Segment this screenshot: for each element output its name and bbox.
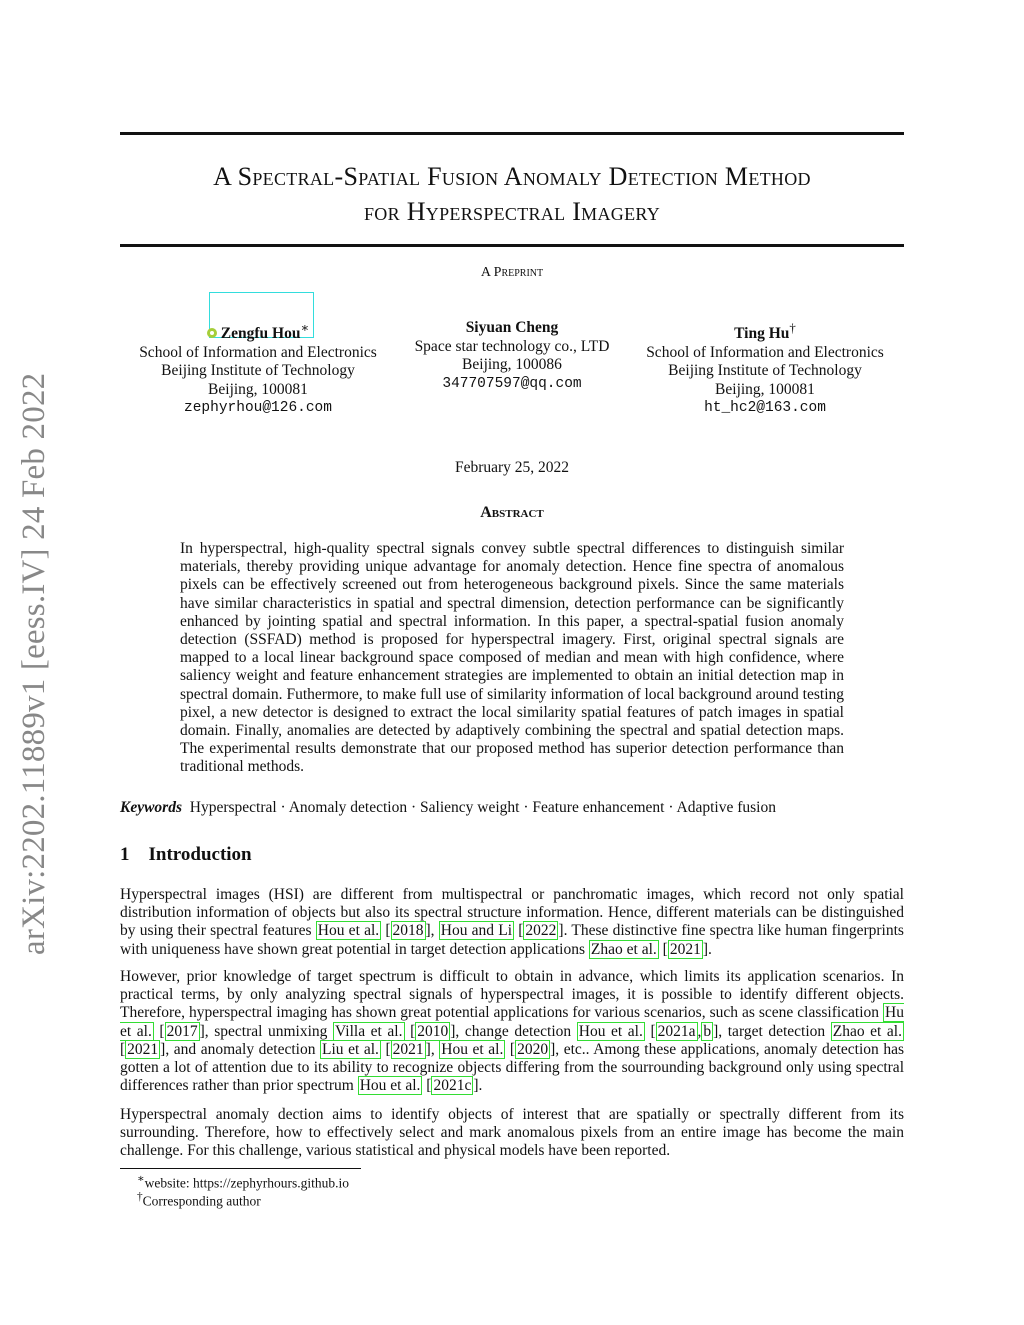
footnote-1 bbox=[137, 1172, 349, 1192]
paper-title-line2: for Hyperspectral Imagery bbox=[364, 197, 660, 226]
preprint-label: A Preprint bbox=[480, 265, 544, 280]
paper-title-line1: A Spectral-Spatial Fusion Anomaly Detection Method bbox=[213, 162, 811, 191]
para-text: , etc.. Among these applications, anomaly detection has gotten a lot of attention due to its ability to recognize objects differing from the sourrounding background only using spectral differences rather than prior spectrum bbox=[120, 1040, 904, 1095]
paper-date: February 25, 2022 bbox=[454, 459, 570, 476]
section-title: Introduction bbox=[148, 844, 252, 865]
author-email: zephyrhou@126.com bbox=[184, 400, 332, 417]
abstract-text: In hyperspectral, high-quality spectral signals convey subtle spectral differences to distinguish similar materials, thereby providing unique advantage for anomaly detection. Hence fine spectra of anomalous pixels can be effectively screened out from heterogeneous background pixels. Since the same materials have similar characteristics in spatial and spectral dimension, detection performance can be significantly enhanced by jointing spatial and spectral information. In this paper, a spectral-spatial fusion anomaly detection (SSFAD) method is proposed for hyperspectral imagery. First, original spectral signals are mapped to a local linear background space composed of median and mean with high confidence, where saliency weight and feature enhancement strategies are implemented to obtain an initial detection map in spectral domain. Futhermore, to make full use of similarity information of local background around testing pixel, a new detector is designed to extract the local similarity spatial features of patch images in spatial domain. Finally, anomalies are detected by adaptively combining the spectral and spatial detection maps. The experimental results demonstrate that our proposed method has superior detection performance than traditional methods. bbox=[180, 540, 844, 776]
author-name: Ting Hu bbox=[734, 325, 790, 343]
author-location: Beijing, 100086 bbox=[462, 356, 562, 373]
footnote-rule bbox=[120, 1168, 361, 1169]
author-location: Beijing, 100081 bbox=[715, 380, 815, 398]
citation-year-link[interactable]: 2021 bbox=[392, 1040, 424, 1058]
keywords-label: Keywords bbox=[120, 799, 182, 816]
citation-link[interactable]: Hu et al. bbox=[120, 1004, 904, 1040]
keywords-line bbox=[120, 799, 904, 817]
citation-link[interactable]: Hou et al. bbox=[359, 1077, 421, 1095]
abstract-heading: Abstract bbox=[480, 504, 544, 521]
footnote-text: website: https://zephyrhours.github.io bbox=[144, 1175, 350, 1191]
para-text: , change detection bbox=[455, 1022, 577, 1040]
author-name[interactable]: Zengfu Hou bbox=[220, 325, 301, 343]
author-block-3 bbox=[625, 319, 905, 418]
citation-year-link[interactable]: 2020 bbox=[517, 1040, 549, 1058]
author-affiliation: Beijing Institute of Technology bbox=[668, 362, 862, 380]
title-top-rule bbox=[120, 132, 904, 135]
author-block-1 bbox=[118, 319, 398, 418]
citation-year-link[interactable]: 2021c bbox=[433, 1077, 472, 1095]
author-location: Beijing, 100081 bbox=[208, 380, 308, 398]
citation-link[interactable]: Hou and Li bbox=[440, 922, 513, 940]
author-affiliation: School of Information and Electronics bbox=[646, 343, 884, 361]
para-text: . These distinctive fine spectra like human fingerprints with uniqueness have shown great potential in target detection applications bbox=[120, 922, 904, 958]
citation-year-link[interactable]: 2010 bbox=[417, 1022, 449, 1040]
title-bottom-rule bbox=[120, 244, 904, 247]
arxiv-stamp: arXiv:2202.11889v1 [eess.IV] 24 Feb 2022 bbox=[16, 372, 52, 955]
intro-paragraph-2: However, prior knowledge of target spectrum is difficult to obtain in advance, which limits its application scenarios. In practical terms, by only analyzing spectral signals of hyperspectral images, it is possible to identify different objects. Therefore, hyperspectral imaging has shown great potential applications for various scenarios, such as scene classification Hu et al. [ 2017 ], spectral unmixing Villa et al. [ 2010 ], change detection Hou et al. [ 2021a , b ], target detection Zhao et al. [ 2021 ], and anomaly detection Liu et al. [ 2021 ], Hou et al. [ 2020 ], etc.. Among these applications, anomaly detection has gotten a lot of attention due to its ability to recognize objects differing from the sourrounding background only using spectral differences rather than prior spectrum Hou et al. [ 2021c ]. bbox=[120, 968, 904, 1095]
section-heading bbox=[120, 844, 252, 866]
citation-year-link[interactable]: 2022 bbox=[525, 922, 557, 940]
citation-year-link[interactable]: 2017 bbox=[166, 1022, 198, 1040]
citation-link[interactable]: Hou et al. bbox=[578, 1022, 643, 1040]
orcid-icon[interactable] bbox=[207, 328, 217, 338]
citation-link[interactable]: Hou et al. bbox=[317, 922, 380, 940]
para-text: , target detection bbox=[718, 1022, 831, 1040]
footnote-mark: ∗ bbox=[137, 1173, 145, 1185]
keywords-text: Hyperspectral · Anomaly detection · Saliency weight · Feature enhancement · Adaptive fusion bbox=[189, 799, 776, 816]
intro-paragraph-1: Hyperspectral images (HSI) are different from multispectral or panchromatic images, which record not only spatial distribution information of objects but also its spectral structure information. Hence, different materials can be distinguished by using their spectral features Hou et al. [ 2018 ], Hou and Li [ 2022 ]. These distinctive fine spectra like human fingerprints with uniqueness have shown great potential in target detection applications Zhao et al. [ 2021 ]. bbox=[120, 886, 904, 958]
author-affiliation: Space star technology co., LTD bbox=[414, 337, 610, 355]
citation-year-link[interactable]: 2021a bbox=[657, 1022, 696, 1040]
section-number: 1 bbox=[120, 844, 130, 865]
citation-link[interactable]: Zhao et al. bbox=[832, 1022, 902, 1040]
citation-year-link[interactable]: b bbox=[703, 1022, 712, 1040]
author-email: 347707597@qq.com bbox=[442, 375, 582, 392]
author-footnote-mark: ∗ bbox=[300, 320, 310, 335]
footnote-2 bbox=[137, 1191, 261, 1210]
para-text: , spectral unmixing bbox=[204, 1022, 334, 1040]
footnote-text: Corresponding author bbox=[142, 1193, 261, 1209]
author-name: Siyuan Cheng bbox=[465, 319, 559, 336]
citation-year-link[interactable]: 2021 bbox=[669, 940, 701, 958]
footnote-mark: † bbox=[137, 1191, 143, 1203]
citation-link[interactable]: Hou et al. bbox=[441, 1040, 504, 1058]
author-affiliation: Beijing Institute of Technology bbox=[161, 362, 355, 380]
citation-year-link[interactable]: 2018 bbox=[392, 922, 424, 940]
citation-year-link[interactable]: 2021 bbox=[127, 1040, 159, 1058]
citation-link[interactable]: Liu et al. bbox=[322, 1040, 379, 1058]
para-text: However, prior knowledge of target spectrum is difficult to obtain in advance, which limits its application scenarios. In practical terms, by only analyzing spectral signals of hyperspectral images, it is possible to identify different objects. Therefore, hyperspectral imaging has shown great potential applications for various scenarios, such as scene classification bbox=[120, 968, 904, 1022]
author-email: ht_hc2@163.com bbox=[704, 400, 826, 417]
intro-paragraph-3: Hyperspectral anomaly dection aims to identify objects of interest that are spatially or spectrally different from its surrounding. Therefore, how to effectively select and mark anomalous pixels from an entire image has become the main challenge. For this challenge, various statistical and physical models have been reported. bbox=[120, 1106, 904, 1160]
citation-link[interactable]: Zhao et al. bbox=[590, 940, 657, 958]
para-text: Hyperspectral images (HSI) are different from multispectral or panchromatic images, which record not only spatial distribution information of objects but also its spectral structure information. Hence, different materials can be distinguished by using their spectral features bbox=[120, 886, 904, 940]
citation-link[interactable]: Villa et al. bbox=[335, 1022, 403, 1040]
author-footnote-mark: † bbox=[789, 320, 796, 335]
para-text: , and anomaly detection bbox=[165, 1040, 321, 1058]
author-block-2 bbox=[372, 319, 652, 393]
author-affiliation: School of Information and Electronics bbox=[139, 343, 377, 361]
